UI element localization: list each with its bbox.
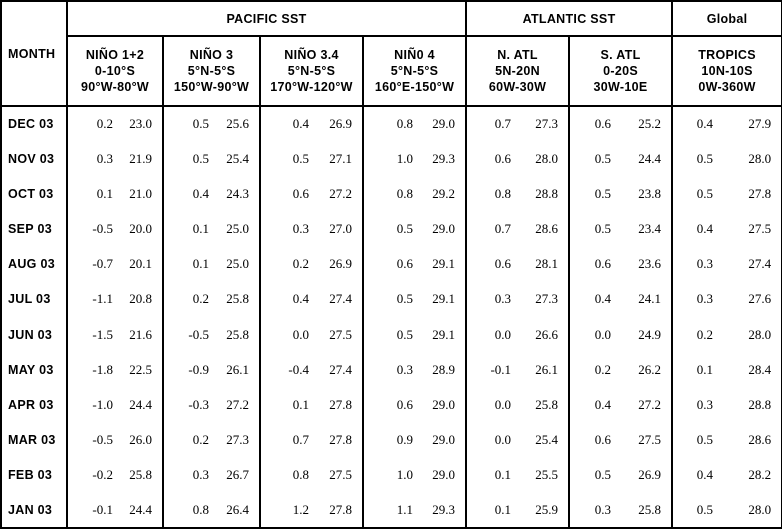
temperature-cell: 28.1 <box>535 256 559 272</box>
anomaly-cell: 0.2 <box>163 422 215 457</box>
anomaly-cell: -0.3 <box>163 387 215 422</box>
anomaly-cell: 0.4 <box>672 106 719 141</box>
region-header <box>363 36 466 106</box>
anomaly-cell: 0.5 <box>363 211 419 246</box>
temperature-cell: 27.5 <box>719 211 782 246</box>
anomaly-cell: 0.6 <box>569 422 617 457</box>
anomaly-cell: 0.4 <box>672 211 719 246</box>
table-row <box>1 458 782 493</box>
temperature-cell: 27.2 <box>638 396 662 412</box>
temperature-cell: 29.2 <box>432 185 456 201</box>
table-row <box>1 247 782 282</box>
region-name: NIÑO 3 <box>189 48 234 62</box>
temperature-cell: 28.0 <box>719 317 782 352</box>
temperature-cell: 24.3 <box>226 185 249 201</box>
anomaly-cell: 0.8 <box>466 176 517 211</box>
anomaly-cell: -0.1 <box>466 352 517 387</box>
region-name: NIÑ0 4 <box>394 48 435 62</box>
month-cell: JUN 03 <box>1 317 67 352</box>
temperature-cell: 27.2 <box>226 396 249 412</box>
month-cell: SEP 03 <box>1 211 67 246</box>
temperature-cell: 20.8 <box>129 291 152 307</box>
region-lat: 5N-20N <box>495 64 540 78</box>
temperature-cell: 28.0 <box>719 493 782 528</box>
temperature-cell: 27.8 <box>329 431 352 447</box>
anomaly-cell: 0.1 <box>466 458 517 493</box>
region-header <box>163 36 260 106</box>
temperature-cell: 20.0 <box>129 221 152 237</box>
region-lon: 30W-10E <box>593 80 648 94</box>
anomaly-cell: 0.3 <box>260 211 315 246</box>
anomaly-cell: 0.5 <box>363 282 419 317</box>
month-cell: FEB 03 <box>1 458 67 493</box>
region-name: NIÑO 3.4 <box>284 48 339 62</box>
temperature-cell: 24.4 <box>119 493 163 528</box>
anomaly-cell: 0.3 <box>363 352 419 387</box>
temperature-cell: 28.8 <box>535 185 559 201</box>
anomaly-cell: 0.2 <box>163 282 215 317</box>
region-lon: 160°E-150°W <box>374 80 455 94</box>
anomaly-cell: 1.0 <box>363 141 419 176</box>
temperature-cell: 27.0 <box>329 221 352 237</box>
region-lon: 0W-360W <box>698 80 756 94</box>
temperature-cell: 26.9 <box>638 467 662 483</box>
anomaly-cell: -0.4 <box>260 352 315 387</box>
region-lat: 5°N-5°S <box>187 64 236 78</box>
anomaly-cell: 0.4 <box>260 282 315 317</box>
temperature-cell: 27.8 <box>315 493 363 528</box>
temperature-cell: 23.8 <box>638 185 662 201</box>
anomaly-cell: 0.5 <box>672 422 719 457</box>
anomaly-cell: 0.2 <box>569 352 617 387</box>
anomaly-cell: 0.5 <box>569 176 617 211</box>
temperature-cell: 29.0 <box>432 396 456 412</box>
anomaly-cell: 0.3 <box>67 141 119 176</box>
temperature-cell: 24.4 <box>129 396 152 412</box>
anomaly-cell: -1.0 <box>67 387 119 422</box>
region-lat: 0-20S <box>603 64 638 78</box>
temperature-cell: 27.4 <box>329 291 352 307</box>
anomaly-cell: 0.0 <box>260 317 315 352</box>
temperature-cell: 29.1 <box>432 291 456 307</box>
anomaly-cell: 0.6 <box>466 247 517 282</box>
temperature-cell: 28.8 <box>719 387 782 422</box>
anomaly-cell: 0.1 <box>260 387 315 422</box>
region-lat: 5°N-5°S <box>390 64 439 78</box>
temperature-cell: 28.9 <box>432 361 456 377</box>
month-cell: NOV 03 <box>1 141 67 176</box>
region-lon: 170°W-120°W <box>270 80 353 94</box>
table-row <box>1 141 782 176</box>
anomaly-cell: 0.6 <box>260 176 315 211</box>
group-header-row <box>1 1 782 36</box>
anomaly-cell: 0.0 <box>466 422 517 457</box>
temperature-cell: 28.0 <box>719 141 782 176</box>
anomaly-cell: 0.5 <box>363 317 419 352</box>
region-name: NIÑO 1+2 <box>85 48 145 62</box>
anomaly-cell: 0.3 <box>466 282 517 317</box>
anomaly-cell: 0.7 <box>260 422 315 457</box>
temperature-cell: 26.1 <box>226 361 249 377</box>
anomaly-cell: 0.7 <box>466 211 517 246</box>
anomaly-cell: -1.1 <box>67 282 119 317</box>
region-lon: 60W-30W <box>488 80 547 94</box>
table-row <box>1 493 782 528</box>
temperature-cell: 29.0 <box>432 431 456 447</box>
temperature-cell: 25.8 <box>617 493 672 528</box>
temperature-cell: 21.9 <box>129 150 152 166</box>
temperature-cell: 26.9 <box>329 116 352 132</box>
temperature-cell: 26.1 <box>535 361 559 377</box>
group-header-pacific: PACIFIC SST <box>67 1 466 36</box>
table-row <box>1 282 782 317</box>
month-header: MONTH <box>1 1 67 106</box>
table-row <box>1 317 782 352</box>
anomaly-cell: 0.8 <box>163 493 215 528</box>
anomaly-cell: 0.5 <box>672 176 719 211</box>
temperature-cell: 25.8 <box>129 467 152 483</box>
region-name: TROPICS <box>698 48 756 62</box>
region-header <box>466 36 569 106</box>
temperature-cell: 21.0 <box>129 185 152 201</box>
anomaly-cell: 1.1 <box>363 493 419 528</box>
anomaly-cell: 0.9 <box>363 422 419 457</box>
month-cell: JUL 03 <box>1 282 67 317</box>
region-header <box>260 36 363 106</box>
temperature-cell: 28.6 <box>719 422 782 457</box>
anomaly-cell: 0.7 <box>466 106 517 141</box>
temperature-cell: 27.5 <box>329 326 352 342</box>
temperature-cell: 26.4 <box>215 493 260 528</box>
anomaly-cell: 0.6 <box>569 106 617 141</box>
anomaly-cell: 1.0 <box>363 458 419 493</box>
temperature-cell: 26.6 <box>535 326 559 342</box>
region-lat: 10N-10S <box>701 64 753 78</box>
anomaly-cell: 0.6 <box>363 387 419 422</box>
month-cell: JAN 03 <box>1 493 67 528</box>
temperature-cell: 25.6 <box>226 116 249 132</box>
temperature-cell: 25.2 <box>638 116 662 132</box>
temperature-cell: 29.3 <box>419 493 466 528</box>
anomaly-cell: -0.9 <box>163 352 215 387</box>
temperature-cell: 28.4 <box>719 352 782 387</box>
month-cell: MAR 03 <box>1 422 67 457</box>
anomaly-cell: 0.5 <box>569 458 617 493</box>
month-cell: AUG 03 <box>1 247 67 282</box>
region-name: N. ATL <box>497 48 538 62</box>
anomaly-cell: 0.5 <box>163 141 215 176</box>
temperature-cell: 29.1 <box>432 326 456 342</box>
anomaly-cell: 0.1 <box>163 247 215 282</box>
anomaly-cell: 0.4 <box>163 176 215 211</box>
anomaly-cell: 0.5 <box>672 141 719 176</box>
region-lat: 0-10°S <box>94 64 136 78</box>
temperature-cell: 24.9 <box>638 326 662 342</box>
temperature-cell: 25.9 <box>517 493 569 528</box>
region-header-row <box>1 36 782 106</box>
anomaly-cell: 0.5 <box>260 141 315 176</box>
temperature-cell: 27.5 <box>638 431 662 447</box>
temperature-cell: 25.4 <box>226 150 249 166</box>
temperature-cell: 26.0 <box>129 431 152 447</box>
month-cell: MAY 03 <box>1 352 67 387</box>
temperature-cell: 27.3 <box>535 291 559 307</box>
region-name: S. ATL <box>600 48 641 62</box>
anomaly-cell: 0.0 <box>466 317 517 352</box>
table-row <box>1 211 782 246</box>
month-cell: DEC 03 <box>1 106 67 141</box>
anomaly-cell: 0.3 <box>672 247 719 282</box>
temperature-cell: 28.2 <box>719 458 782 493</box>
temperature-cell: 25.0 <box>226 256 249 272</box>
anomaly-cell: -0.5 <box>163 317 215 352</box>
temperature-cell: 23.0 <box>129 116 152 132</box>
temperature-cell: 25.5 <box>535 467 559 483</box>
temperature-cell: 25.8 <box>226 291 249 307</box>
temperature-cell: 27.6 <box>719 282 782 317</box>
sst-body <box>1 106 782 528</box>
temperature-cell: 27.3 <box>226 431 249 447</box>
anomaly-cell: 0.5 <box>163 106 215 141</box>
month-cell: APR 03 <box>1 387 67 422</box>
anomaly-cell: -0.5 <box>67 422 119 457</box>
anomaly-cell: 0.3 <box>163 458 215 493</box>
temperature-cell: 26.9 <box>329 256 352 272</box>
anomaly-cell: -0.5 <box>67 211 119 246</box>
anomaly-cell: 0.8 <box>363 106 419 141</box>
anomaly-cell: 0.3 <box>672 282 719 317</box>
anomaly-cell: 0.0 <box>569 317 617 352</box>
anomaly-cell: 0.5 <box>672 493 719 528</box>
month-cell: OCT 03 <box>1 176 67 211</box>
group-header-global: Global <box>672 1 782 36</box>
anomaly-cell: 0.1 <box>67 176 119 211</box>
anomaly-cell: 0.8 <box>363 176 419 211</box>
table-row <box>1 176 782 211</box>
group-header-atlantic: ATLANTIC SST <box>466 1 672 36</box>
anomaly-cell: 0.6 <box>569 247 617 282</box>
anomaly-cell: 0.2 <box>260 247 315 282</box>
temperature-cell: 27.1 <box>329 150 352 166</box>
temperature-cell: 25.8 <box>535 396 559 412</box>
temperature-cell: 21.6 <box>129 326 152 342</box>
anomaly-cell: 0.5 <box>569 211 617 246</box>
temperature-cell: 24.1 <box>638 291 662 307</box>
anomaly-cell: -1.8 <box>67 352 119 387</box>
temperature-cell: 25.0 <box>226 221 249 237</box>
anomaly-cell: 0.1 <box>163 211 215 246</box>
region-lon: 90°W-80°W <box>80 80 149 94</box>
temperature-cell: 29.0 <box>432 116 456 132</box>
temperature-cell: 27.5 <box>329 467 352 483</box>
anomaly-cell: 0.5 <box>569 141 617 176</box>
anomaly-cell: 0.3 <box>569 493 617 528</box>
anomaly-cell: 0.8 <box>260 458 315 493</box>
temperature-cell: 23.6 <box>638 256 662 272</box>
anomaly-cell: 0.4 <box>672 458 719 493</box>
temperature-cell: 29.0 <box>432 221 456 237</box>
table-row <box>1 352 782 387</box>
anomaly-cell: 0.1 <box>672 352 719 387</box>
anomaly-cell: 0.4 <box>569 282 617 317</box>
temperature-cell: 27.2 <box>329 185 352 201</box>
anomaly-cell: 0.1 <box>466 493 517 528</box>
temperature-cell: 25.4 <box>535 431 559 447</box>
table-row <box>1 422 782 457</box>
temperature-cell: 22.5 <box>129 361 152 377</box>
anomaly-cell: 0.6 <box>363 247 419 282</box>
anomaly-cell: -1.5 <box>67 317 119 352</box>
temperature-cell: 23.4 <box>638 221 662 237</box>
region-header <box>67 36 163 106</box>
region-lon: 150°W-90°W <box>173 80 250 94</box>
region-lat: 5°N-5°S <box>287 64 336 78</box>
temperature-cell: 28.6 <box>535 221 559 237</box>
temperature-cell: 27.8 <box>719 176 782 211</box>
temperature-cell: 26.7 <box>226 467 249 483</box>
anomaly-cell: 0.6 <box>466 141 517 176</box>
temperature-cell: 29.3 <box>432 150 456 166</box>
anomaly-cell: 0.0 <box>466 387 517 422</box>
temperature-cell: 25.8 <box>226 326 249 342</box>
anomaly-cell: -0.2 <box>67 458 119 493</box>
temperature-cell: 24.4 <box>638 150 662 166</box>
anomaly-cell: 1.2 <box>260 493 315 528</box>
temperature-cell: 27.8 <box>329 396 352 412</box>
temperature-cell: 28.0 <box>535 150 559 166</box>
table-row <box>1 387 782 422</box>
anomaly-cell: 0.4 <box>569 387 617 422</box>
temperature-cell: 27.9 <box>719 106 782 141</box>
anomaly-cell: -0.1 <box>67 493 119 528</box>
region-header <box>569 36 672 106</box>
temperature-cell: 29.0 <box>432 467 456 483</box>
anomaly-cell: 0.2 <box>672 317 719 352</box>
anomaly-cell: 0.2 <box>67 106 119 141</box>
anomaly-cell: -0.7 <box>67 247 119 282</box>
temperature-cell: 20.1 <box>129 256 152 272</box>
temperature-cell: 29.1 <box>432 256 456 272</box>
temperature-cell: 27.4 <box>719 247 782 282</box>
anomaly-cell: 0.4 <box>260 106 315 141</box>
temperature-cell: 27.4 <box>329 361 352 377</box>
temperature-cell: 26.2 <box>638 361 662 377</box>
anomaly-cell: 0.3 <box>672 387 719 422</box>
temperature-cell: 27.3 <box>535 116 559 132</box>
region-header <box>672 36 782 106</box>
table-row <box>1 106 782 141</box>
